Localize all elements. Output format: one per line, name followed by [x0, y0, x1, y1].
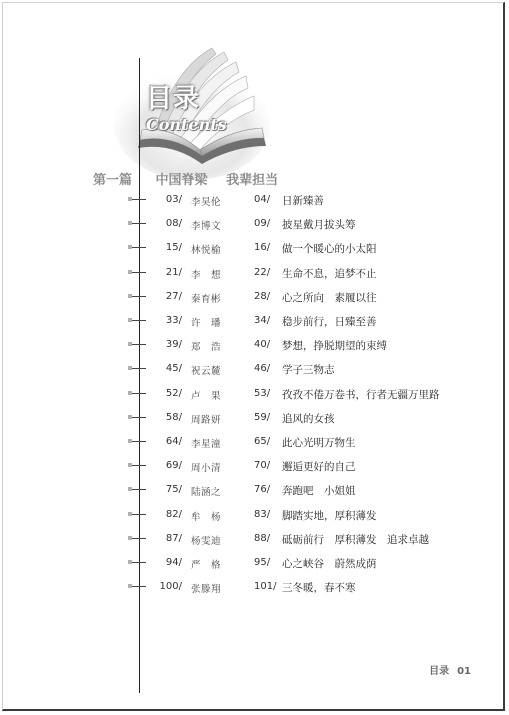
divider-tick [132, 272, 146, 273]
entry-start-page: 58/ [165, 411, 182, 423]
page-footer [429, 662, 471, 677]
entry-title-page: 95/ [254, 557, 271, 568]
entry-author: 郑 浩 [191, 342, 222, 354]
toc-entry[interactable] [0, 458, 509, 474]
divider-tick [132, 562, 146, 563]
toc-entry[interactable] [0, 216, 509, 232]
toc-entry[interactable] [0, 361, 509, 377]
entry-title-page: 101/ [254, 581, 277, 593]
page-title: 目录 [146, 84, 201, 114]
section-subtitle: 我辈担当 [226, 173, 279, 188]
entry-author: 李星潼 [191, 439, 222, 450]
divider-tick [132, 247, 146, 248]
toc-entry[interactable] [0, 507, 509, 523]
divider-tick [132, 538, 146, 539]
entry-title: 砥砺前行 厚积薄发 追求卓越 [282, 533, 429, 546]
entry-author: 秦育彬 [191, 293, 222, 305]
toc-entry[interactable] [0, 240, 509, 256]
entry-title: 此心光明万物生 [282, 437, 356, 449]
divider-tick [132, 514, 146, 515]
entry-title-page: 16/ [254, 242, 271, 254]
entry-start-page: 39/ [165, 339, 182, 351]
toc-entry[interactable] [0, 555, 509, 571]
toc-entry[interactable] [0, 531, 509, 547]
entry-author: 卢 果 [191, 390, 222, 402]
entry-title: 追风的女孩 [282, 412, 335, 425]
entry-title: 学子三物志 [282, 364, 335, 377]
divider-tick [132, 199, 146, 200]
entry-title-page: 83/ [254, 508, 271, 520]
entry-author: 周路妍 [191, 414, 222, 426]
entry-title: 孜孜不倦万卷书，行者无疆万里路 [282, 388, 440, 401]
toc-entry[interactable] [0, 289, 509, 305]
entry-start-page: 45/ [165, 363, 182, 375]
footer-label: 目录 [429, 666, 450, 677]
entry-title: 日新臻善 [282, 195, 324, 207]
entry-title: 梦想，挣脱期望的束缚 [282, 340, 387, 353]
entry-start-page: 94/ [165, 557, 182, 568]
toc-entry[interactable] [0, 265, 509, 281]
entry-author: 许 璠 [191, 318, 222, 329]
entry-author: 李昊伦 [191, 197, 222, 208]
entry-title: 奔跑吧 小姐姐 [282, 485, 356, 498]
entry-title: 邂逅更好的自己 [282, 461, 356, 474]
page-subtitle: Contents [146, 115, 227, 134]
toc-entry[interactable] [0, 434, 509, 450]
divider-tick [132, 465, 146, 466]
entry-start-page: 27/ [165, 290, 182, 302]
divider-tick [132, 320, 146, 321]
entry-author: 陆涵之 [191, 487, 222, 499]
entry-start-page: 03/ [165, 194, 182, 205]
entry-title: 稳步前行，日臻至善 [282, 316, 377, 328]
entry-title-page: 40/ [254, 339, 271, 351]
entry-title-page: 04/ [254, 194, 271, 205]
section-title: 中国脊梁 [155, 173, 208, 188]
entry-start-page: 21/ [165, 266, 182, 278]
entry-author: 张滕翔 [191, 584, 222, 596]
entry-title-page: 53/ [254, 387, 271, 399]
entry-start-page: 75/ [165, 484, 182, 496]
toc-entry[interactable] [0, 337, 509, 353]
divider-tick [132, 417, 146, 418]
entry-start-page: 52/ [165, 387, 182, 399]
entry-author: 李博文 [191, 221, 222, 233]
entry-title-page: 46/ [254, 363, 271, 375]
entry-start-page: 64/ [165, 436, 182, 447]
divider-tick [132, 296, 146, 297]
entry-start-page: 33/ [165, 315, 182, 326]
entry-start-page: 100/ [159, 581, 182, 593]
entry-start-page: 08/ [165, 218, 182, 230]
entry-start-page: 82/ [165, 508, 182, 520]
entry-author: 李 想 [191, 269, 222, 281]
entry-author: 杨雯迪 [191, 535, 222, 547]
entry-title: 脚踏实地，厚积薄发 [282, 509, 377, 522]
divider-tick [132, 441, 146, 442]
divider-tick [132, 489, 146, 490]
entry-author: 祝云麓 [191, 366, 222, 378]
entry-title-page: 34/ [254, 315, 271, 326]
entry-author: 牟 杨 [191, 511, 222, 523]
toc-entry[interactable] [0, 313, 509, 329]
entry-title-page: 70/ [254, 460, 271, 472]
entry-title: 做一个暖心的小太阳 [282, 243, 377, 256]
entry-title-page: 59/ [254, 411, 271, 423]
entry-title: 心之所向 素履以往 [282, 291, 377, 304]
toc-entry[interactable] [0, 386, 509, 402]
entry-title: 披星戴月拔头筹 [282, 219, 356, 232]
entry-title-page: 76/ [254, 484, 271, 496]
toc-entry[interactable] [0, 579, 509, 595]
entry-title: 三冬暖，春不寒 [282, 582, 356, 595]
divider-tick [132, 586, 146, 587]
entry-title-page: 22/ [254, 266, 271, 278]
entry-title-page: 88/ [254, 532, 271, 544]
entry-author: 林悦榆 [191, 245, 222, 257]
entry-start-page: 15/ [165, 242, 182, 254]
toc-entry[interactable] [0, 482, 509, 498]
divider-tick [132, 223, 146, 224]
entry-author: 严 格 [191, 560, 222, 571]
entry-title-page: 09/ [254, 218, 271, 230]
entry-title: 心之峡谷 蔚然成荫 [282, 558, 377, 570]
section-number: 第一篇 [93, 173, 133, 188]
divider-tick [132, 393, 146, 394]
entry-title-page: 28/ [254, 290, 271, 302]
toc-entry[interactable] [0, 192, 509, 208]
footer-page-number: 01 [457, 666, 471, 677]
entry-author: 周小清 [191, 463, 222, 475]
toc-entry[interactable] [0, 410, 509, 426]
divider-tick [132, 368, 146, 369]
divider-tick [132, 344, 146, 345]
entry-title: 生命不息，追梦不止 [282, 267, 377, 280]
entry-start-page: 69/ [165, 460, 182, 472]
entry-title-page: 65/ [254, 436, 271, 447]
entry-start-page: 87/ [165, 532, 182, 544]
